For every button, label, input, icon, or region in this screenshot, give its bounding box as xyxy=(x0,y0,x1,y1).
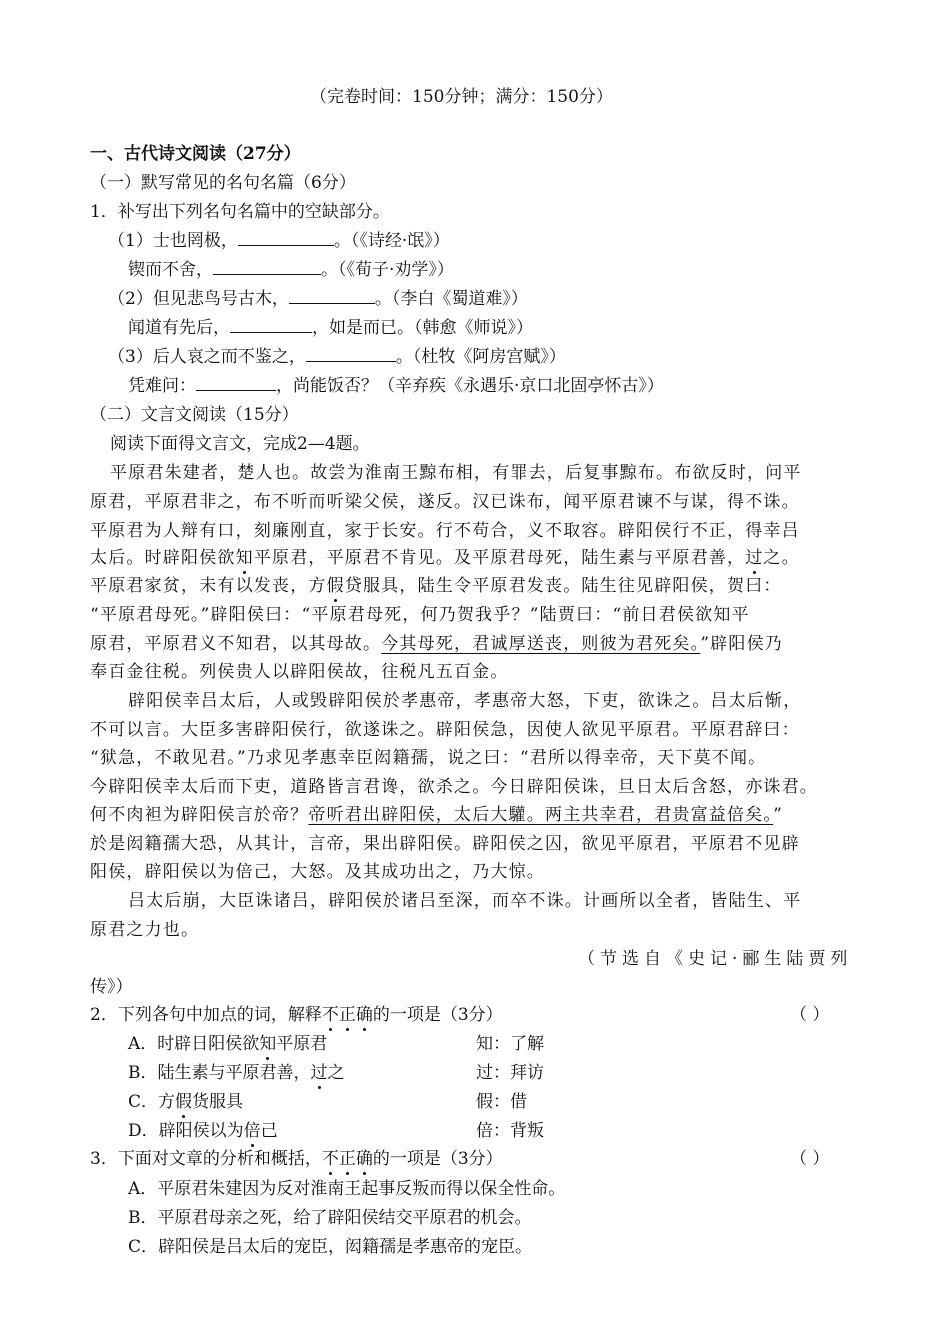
q1-line-3 xyxy=(108,287,528,311)
q1-line-5-source: 。（杜牧《阿房宫赋》） xyxy=(395,347,566,367)
dotted-word: 确 xyxy=(355,1149,373,1169)
q1-line-4-source: ，如是而已。（韩愈《师说》） xyxy=(312,318,533,338)
part2-intro: 阅读下面得文言文，完成2—4题。 xyxy=(110,434,370,454)
answer-blank[interactable] xyxy=(230,316,312,333)
q1-line-6-text: 凭难问： xyxy=(128,376,196,396)
q2-option-d[interactable] xyxy=(128,1119,278,1143)
q2-option-b-gloss: 过：拜访 xyxy=(476,1063,544,1083)
q1-line-4-text: 闻道有先后， xyxy=(128,318,230,338)
dotted-word: 正 xyxy=(338,1149,356,1169)
q1-line-3-source: 。（李白《蜀道难》） xyxy=(374,289,528,309)
passage-line: 吕太后崩，大臣诛诸吕，辟阳侯於诸吕至深，而卒不诛。计画所以全者，皆陆生、平 xyxy=(128,891,802,911)
passage-text: 太后。时辟阳侯欲 xyxy=(90,548,236,568)
passage-source: （节选自《史记·郦生陆贾列 xyxy=(578,949,853,969)
passage-text: 平原君家贫，未有以发丧，方 xyxy=(90,576,327,596)
part1-title: （一）默写常见的名句名篇（6分） xyxy=(90,173,356,193)
part2-title: （二）文言文阅读（15分） xyxy=(90,405,299,425)
option-text: B．陆生素与平原君善， xyxy=(128,1063,311,1083)
question-2-stem xyxy=(90,1003,503,1027)
section-title: 一、古代诗文阅读（27分） xyxy=(90,144,301,164)
q1-line-3-text: （2）但见悲鸟号古木， xyxy=(108,289,289,309)
option-text: C．方 xyxy=(128,1092,176,1112)
option-text: 平原君 xyxy=(276,1034,328,1054)
passage-line: 平原君为人辩有口，刻廉刚直，家于长安。行不苟合，义不取容。辟阳侯行不正，得幸吕 xyxy=(90,521,800,541)
q1-line-4 xyxy=(128,316,533,340)
q2-option-c-gloss: 假：借 xyxy=(476,1092,527,1112)
passage-line: 平原君朱建者，楚人也。故尝为淮南王黥布相，有罪去，后复事黥布。布欲反时，问平 xyxy=(110,463,802,483)
q3-option-a[interactable]: A．平原君朱建因为反对淮南王起事反叛而得以保全性命。 xyxy=(128,1179,566,1199)
q1-line-2-text: 锲而不舍， xyxy=(128,260,213,280)
q3-option-b[interactable]: B．平原君母亲之死，给了辟阳侯结交平原君的机会。 xyxy=(128,1208,532,1228)
dotted-word: 假 xyxy=(326,576,345,596)
dotted-word: 假 xyxy=(175,1092,193,1112)
dotted-word: 不 xyxy=(321,1005,339,1025)
dotted-word: 过 xyxy=(745,548,764,568)
passage-line: “狱急，不敢见君。”乃求见孝惠幸臣闳籍孺，说之曰：“君所以得幸帝，天下莫不闻。 xyxy=(90,748,767,768)
dotted-word: 确 xyxy=(355,1005,373,1025)
option-text: D．辟阳侯以为 xyxy=(128,1121,244,1141)
q1-line-5-text: （3）后人哀之而不鉴之， xyxy=(108,347,306,367)
stem-text: 的一项是（3分） xyxy=(372,1149,503,1169)
q1-line-1 xyxy=(108,229,450,253)
passage-source-end: 传》） xyxy=(90,977,133,997)
passage-text: 贷服具，陆生令平原君发丧。陆生往见辟阳侯，贺曰： xyxy=(344,576,782,596)
passage-line xyxy=(90,803,783,827)
question-3-stem xyxy=(90,1147,503,1171)
dotted-word: 知 xyxy=(235,548,254,568)
option-text: 己 xyxy=(260,1121,278,1141)
q1-line-6-source: ，尚能饭否？（辛弃疾《永遇乐·京口北固亭怀古》） xyxy=(276,376,664,396)
stem-text: 的一项是（3分） xyxy=(372,1005,503,1025)
passage-line: 奉百金往税。列侯贵人以辟阳侯故，往税凡五百金。 xyxy=(90,662,509,682)
passage-line xyxy=(90,860,545,884)
passage-text: 平原君，平原君不肯见。及平原君母死，陆生素与平原君善， xyxy=(253,548,746,568)
answer-blank[interactable] xyxy=(306,345,396,362)
q2-option-c[interactable] xyxy=(128,1090,243,1114)
q2-option-d-gloss: 倍：背叛 xyxy=(476,1121,544,1141)
q2-option-b[interactable] xyxy=(128,1061,345,1085)
passage-line xyxy=(90,632,783,656)
option-text: A．时辟日阳侯欲 xyxy=(128,1034,260,1054)
stem-text: 3．下面对文章的分析和概括， xyxy=(90,1149,322,1169)
passage-text: 何不肉袒为辟阳侯言於帝？ xyxy=(90,805,309,825)
q2-option-a[interactable] xyxy=(128,1032,327,1056)
underlined-sentence: 今其母死，君诚厚送丧，则彼为君死矣。 xyxy=(381,634,701,654)
answer-blank[interactable] xyxy=(196,374,276,391)
answer-blank[interactable] xyxy=(238,229,334,246)
dotted-word: 过 xyxy=(310,1063,328,1083)
answer-blank[interactable] xyxy=(289,287,375,304)
option-text: 货服具 xyxy=(192,1092,244,1112)
dotted-word: 倍 xyxy=(243,1121,261,1141)
stem-text: 2．下列各句中加点的词，解释 xyxy=(90,1005,322,1025)
question-1-stem: 1．补写出下列名句名篇中的空缺部分。 xyxy=(90,202,390,222)
q1-line-1-source: 。（《诗经·氓》） xyxy=(333,231,450,251)
dotted-word: 正 xyxy=(338,1005,356,1025)
passage-line: 於是闳籍孺大恐，从其计，言帝，果出辟阳侯。辟阳侯之囚，欲见平原君，平原君不见辟 xyxy=(90,834,800,854)
q2-option-a-gloss: 知：了解 xyxy=(476,1034,544,1054)
passage-line xyxy=(90,546,800,570)
answer-blank[interactable] xyxy=(213,258,321,275)
dotted-word: 知 xyxy=(259,1034,277,1054)
passage-text: 己，大怒。及其成功出之，乃大惊。 xyxy=(253,862,546,882)
passage-line xyxy=(90,574,782,598)
passage-text: ” xyxy=(773,805,784,825)
option-text: 之 xyxy=(327,1063,345,1083)
q1-line-2 xyxy=(128,258,454,282)
q3-option-c[interactable]: C．辟阳侯是吕太后的宠臣，闳籍孺是孝惠帝的宠臣。 xyxy=(128,1237,533,1257)
dotted-word: 不 xyxy=(321,1149,339,1169)
passage-text: 阳侯，辟阳侯以为 xyxy=(90,862,236,882)
passage-line: 辟阳侯幸吕太后，人或毁辟阳侯於孝惠帝，孝惠帝大怒，下吏，欲诛之。吕太后惭， xyxy=(128,691,802,711)
exam-info: （完卷时间：150分钟；满分：150分） xyxy=(310,87,613,107)
passage-line: 今辟阳侯幸太后而下吏，道路皆言君谗，欲杀之。今日辟阳侯诛，旦日太后含怒，亦诛君。 xyxy=(90,777,818,797)
passage-text: 原君，平原君义不知君，以其母故。 xyxy=(90,634,382,654)
answer-paren[interactable]: （ ） xyxy=(790,1005,830,1025)
passage-text: 倍 xyxy=(235,862,254,882)
answer-paren[interactable]: （ ） xyxy=(790,1149,830,1169)
passage-line: 不可以言。大臣多害辟阳侯行，欲遂诛之。辟阳侯急，因使人欲见平原君。平原君辞曰： xyxy=(90,720,800,740)
passage-line: “平原君母死。”辟阳侯曰：“平原君母死，何乃贺我乎？”陆贾曰：“前日君侯欲知平 xyxy=(90,605,750,625)
underlined-sentence: 帝听君出辟阳侯，太后大驩。两主共幸君，君贵富益倍矣。 xyxy=(308,805,774,825)
q1-line-1-text: （1）士也罔极， xyxy=(108,231,238,251)
passage-line: 原君，平原君非之，布不听而听梁父侯，遂反。汉已诛布，闻平原君谏不与谋，得不诛。 xyxy=(90,492,800,512)
passage-text: ”辟阳侯乃 xyxy=(700,634,784,654)
passage-text: 之。 xyxy=(763,548,800,568)
q1-line-5 xyxy=(108,345,566,369)
q1-line-6 xyxy=(128,374,664,398)
passage-line: 原君之力也。 xyxy=(90,920,200,940)
q1-line-2-source: 。（《荀子·劝学》） xyxy=(321,260,454,280)
